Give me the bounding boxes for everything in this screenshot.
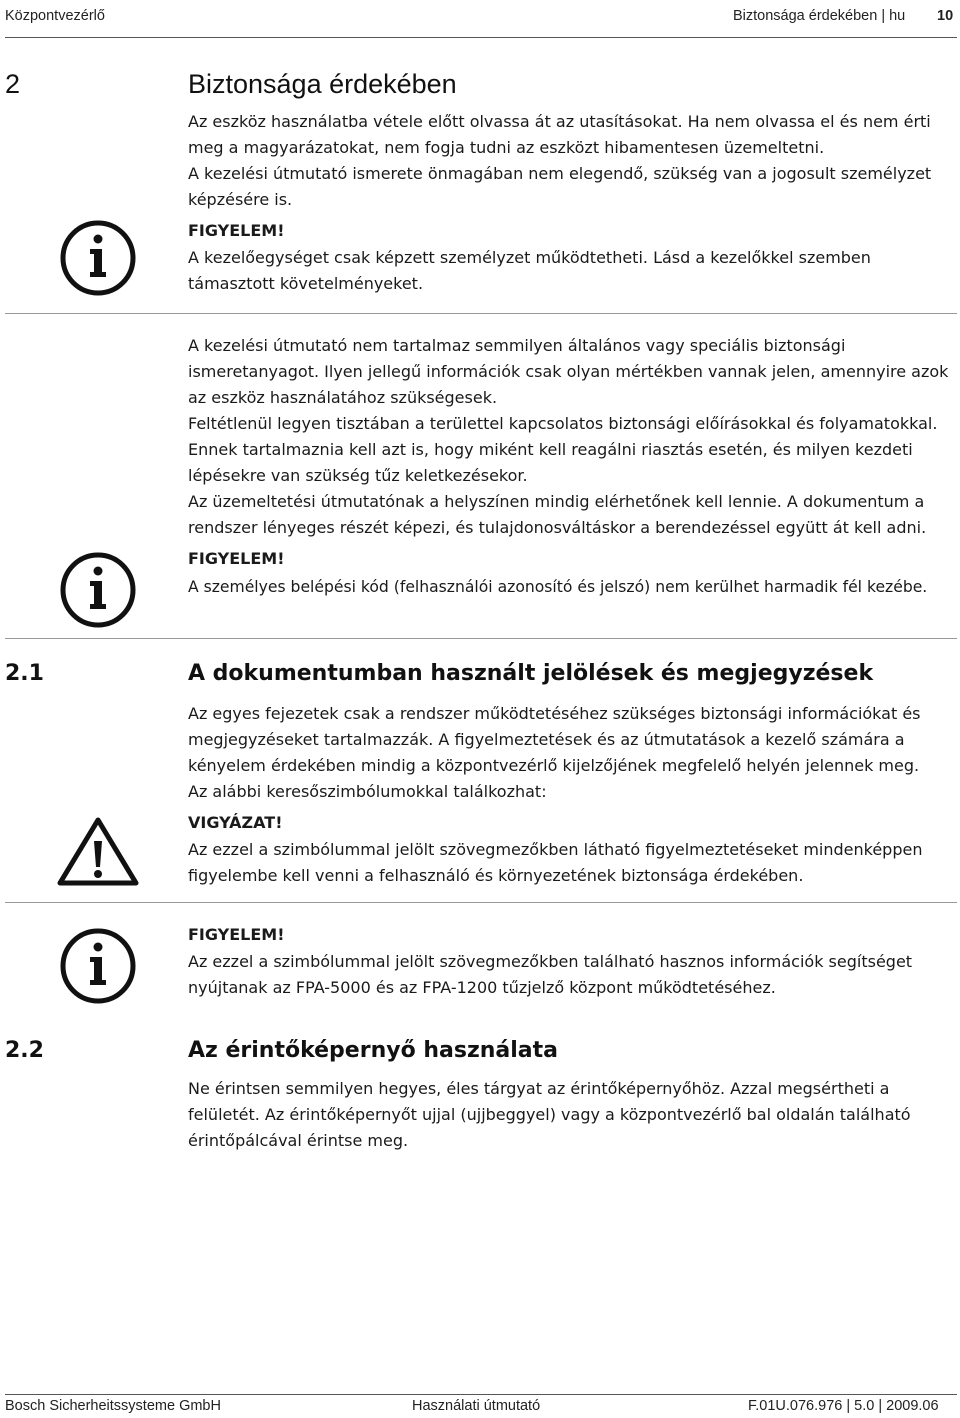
- info-icon: [59, 551, 137, 629]
- text-line: Feltétlenül legyen tisztában a területtel kapcsolatos biztonsági előírásokkal és folyamatokkal.: [188, 414, 938, 433]
- section-number: 2.2: [5, 1038, 44, 1063]
- notice-label: FIGYELEM!: [188, 221, 285, 240]
- section-title: Az érintőképernyő használata: [188, 1038, 559, 1063]
- notice-divider: [5, 638, 957, 639]
- section-number: 2.1: [5, 661, 44, 686]
- section-text: [188, 701, 958, 805]
- text-line: A kezelési útmutató ismerete önmagában nem elegendő, szükség van a jogosult személyzet: [188, 164, 932, 183]
- text-line: A személyes belépési kód (felhasználói azonosító és jelszó) nem kerülhet harmadik fél kezébe.: [188, 578, 928, 596]
- notice-divider: [5, 902, 957, 903]
- text-line: Az alábbi keresőszimbólumokkal találkozhat:: [188, 782, 547, 801]
- notice-label: FIGYELEM!: [188, 549, 285, 568]
- section-text: [188, 1076, 958, 1154]
- text-line: lépésekre van szükség tűz keletkezésekor.: [188, 466, 528, 485]
- text-line: érintőpálcával érintse meg.: [188, 1131, 409, 1150]
- text-line: az eszköz használatához szükségesek.: [188, 388, 498, 407]
- chapter-number: 2: [5, 69, 21, 99]
- caution-label: VIGYÁZAT!: [188, 813, 283, 832]
- section-title: A dokumentumban használt jelölések és megjegyzések: [188, 661, 874, 686]
- footer-company: Bosch Sicherheitssysteme GmbH: [5, 1398, 221, 1414]
- text-line: Ennek tartalmaznia kell azt is, hogy miként kell reagálni riasztás esetén, és milyen kezdeti: [188, 440, 913, 459]
- text-line: Az ezzel a szimbólummal jelölt szövegmezőkben található hasznos információk segítséget: [188, 952, 913, 971]
- text-line: felületét. Az érintőképernyőt ujjal (ujjbeggyel) vagy a központvezérlő bal oldalán található: [188, 1105, 911, 1124]
- header-document-title: Központvezérlő: [5, 8, 105, 24]
- text-line: Az egyes fejezetek csak a rendszer működtetéséhez szükséges biztonsági információkat és: [188, 704, 921, 723]
- text-line: rendszer lényeges részét képezi, és tulajdonosváltáskor a berendezéssel együtt át kell adni.: [188, 518, 927, 537]
- footer-document-id: F.01U.076.976 | 5.0 | 2009.06: [748, 1398, 939, 1414]
- caution-text: [188, 837, 958, 889]
- text-line: kényelem érdekében mindig a központvezérlő kijelzőjének megfelelő helyén jelennek meg.: [188, 756, 920, 775]
- footer-document-type: Használati útmutató: [412, 1398, 541, 1414]
- text-line: ismeretanyagot. Ilyen jellegű információk csak olyan mértékben vannak jelen, amennyire azok: [188, 362, 949, 381]
- text-line: Az eszköz használatba vétele előtt olvassa át az utasításokat. Ha nem olvassa el és nem érti: [188, 112, 931, 131]
- notice-text: [188, 574, 960, 600]
- text-line: megjegyzéseket tartalmazzák. A figyelmeztetések és az útmutatások a kezelő számára a: [188, 730, 905, 749]
- page-number: 10: [937, 8, 954, 24]
- notice-divider: [5, 313, 957, 314]
- info-icon: [59, 927, 137, 1005]
- text-line: meg a magyarázatokat, nem fogja tudni az eszközt hibamentesen üzemeltetni.: [188, 138, 825, 157]
- header-section-name: Biztonsága érdekében | hu: [733, 8, 906, 24]
- text-line: figyelembe kell venni a felhasználó és környezetének biztonsága érdekében.: [188, 866, 804, 885]
- notice-text: [188, 949, 958, 1001]
- chapter-title: Biztonsága érdekében: [188, 69, 457, 99]
- text-line: A kezelőegységet csak képzett személyzet működtetheti. Lásd a kezelőkkel szemben: [188, 248, 871, 267]
- info-icon: [59, 219, 137, 297]
- chapter-intro: [188, 109, 958, 213]
- notice-text: [188, 245, 958, 297]
- text-line: nyújtanak az FPA-5000 és az FPA-1200 tűzjelző központ működtetéséhez.: [188, 978, 776, 997]
- footer-rule: [5, 1394, 957, 1395]
- warning-icon: [55, 815, 141, 887]
- text-line: támasztott követelményeket.: [188, 274, 424, 293]
- chapter-body: [188, 333, 958, 541]
- text-line: Az üzemeltetési útmutatónak a helyszínen mindig elérhetőnek kell lennie. A dokumentum a: [188, 492, 925, 511]
- text-line: Ne érintsen semmilyen hegyes, éles tárgyat az érintőképernyőhöz. Azzal megsértheti a: [188, 1079, 890, 1098]
- header-rule: [5, 37, 957, 38]
- notice-label: FIGYELEM!: [188, 925, 285, 944]
- text-line: Az ezzel a szimbólummal jelölt szövegmezőkben látható figyelmeztetéseket mindenképpen: [188, 840, 923, 859]
- text-line: képzésére is.: [188, 190, 293, 209]
- text-line: A kezelési útmutató nem tartalmaz semmilyen általános vagy speciális biztonsági: [188, 336, 846, 355]
